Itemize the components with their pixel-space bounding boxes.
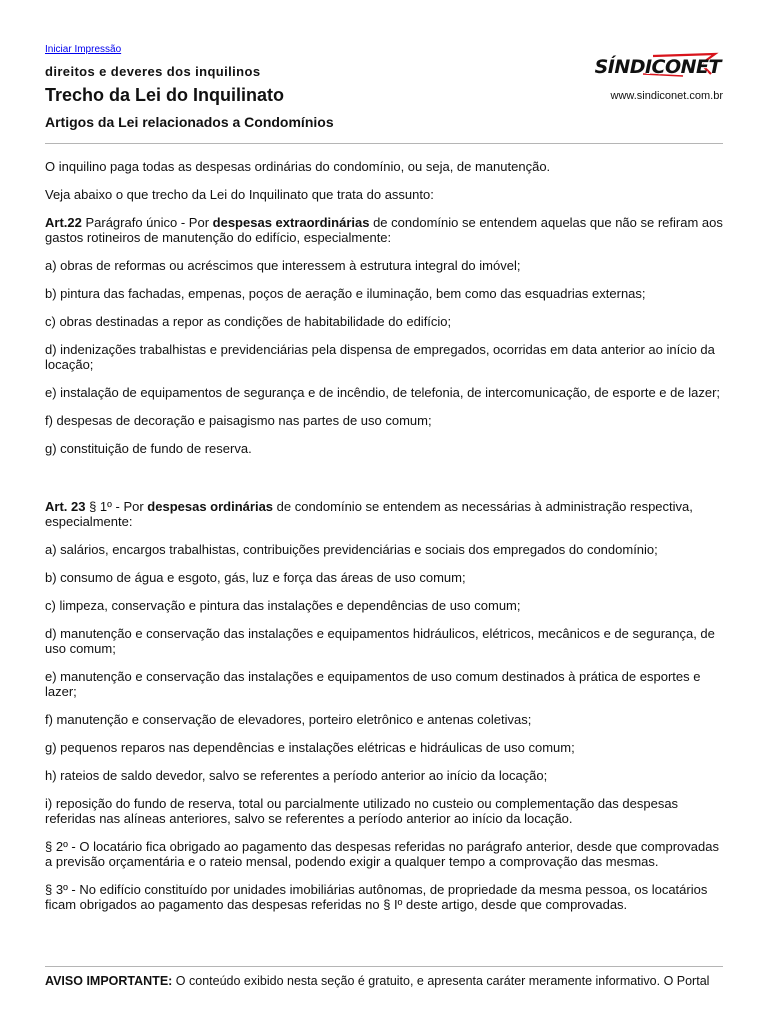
art22-item: e) instalação de equipamentos de segurança e de incêndio, de telefonia, de intercomunicação, de esporte e de lazer;: [45, 385, 721, 400]
art22-item: a) obras de reformas ou acréscimos que interessem à estrutura integral do imóvel;: [45, 258, 521, 273]
art23-lead: § 1º - Por: [85, 499, 148, 514]
section-kicker: direitos e deveres dos inquilinos: [45, 64, 261, 79]
art23-label: Art. 23: [45, 499, 86, 514]
notice-label: AVISO IMPORTANTE:: [45, 974, 173, 988]
art23-item: e) manutenção e conservação das instalações e equipamentos de uso comum destinados à prática de esportes e lazer;: [45, 669, 701, 699]
art22-item: d) indenizações trabalhistas e previdenciárias pela dispensa de empregados, ocorridas em data anterior ao início da locação;: [45, 342, 715, 372]
art23-item: d) manutenção e conservação das instalações e equipamentos hidráulicos, elétricos, mecânicos e de segurança, de uso comum;: [45, 626, 715, 656]
art22-rest: de condomínio se entendem aquelas que não se refiram aos gastos rotineiros de manutenção do edifício, especialmente:: [45, 215, 723, 245]
art23-keyword: despesas ordinárias: [147, 499, 274, 514]
art23-item: c) limpeza, conservação e pintura das instalações e dependências de uso comum;: [45, 598, 521, 613]
art22-item: f) despesas de decoração e paisagismo nas partes de uso comum;: [45, 413, 432, 428]
art22-item: b) pintura das fachadas, empenas, poços de aeração e iluminação, bem como das esquadrias externas;: [45, 286, 646, 301]
art22-keyword: despesas extraordinárias: [212, 215, 370, 230]
art23-item: f) manutenção e conservação de elevadores, porteiro eletrônico e antenas coletivas;: [45, 712, 532, 727]
art23-heading: [45, 499, 723, 529]
art22-heading: [45, 215, 723, 245]
art23-item: i) reposição do fundo de reserva, total ou parcialmente utilizado no custeio ou complementação das despesas referidas nas alíneas anteriores, salvo se referentes a período anterior ao início da locação.: [45, 796, 679, 826]
intro-paragraph: O inquilino paga todas as despesas ordinárias do condomínio, ou seja, de manutenção.: [45, 159, 551, 174]
footer-divider: [45, 966, 723, 967]
header-divider: [45, 143, 723, 144]
important-notice: [45, 974, 723, 988]
art22-label: Art.22: [45, 215, 82, 230]
art22-item: c) obras destinadas a repor as condições de habitabilidade do edifício;: [45, 314, 452, 329]
brand-header: [583, 50, 723, 102]
art23-item: a) salários, encargos trabalhistas, contribuições previdenciárias e sociais dos empregados do condomínio;: [45, 542, 658, 557]
art23-item: b) consumo de água e esgoto, gás, luz e força das áreas de uso comum;: [45, 570, 466, 585]
art23-item: g) pequenos reparos nas dependências e instalações elétricas e hidráulicas de uso comum;: [45, 740, 575, 755]
notice-text: O conteúdo exibido nesta seção é gratuito, e apresenta caráter meramente informativo. O Portal: [172, 974, 710, 988]
page-subtitle: Artigos da Lei relacionados a Condomínios: [45, 114, 334, 130]
print-link[interactable]: Iniciar Impressão: [45, 44, 122, 55]
intro-paragraph: Veja abaixo o que trecho da Lei do Inquilinato que trata do assunto:: [45, 187, 434, 202]
page-title: Trecho da Lei do Inquilinato: [45, 85, 285, 105]
article-body: [45, 159, 723, 925]
art22-lead: Parágrafo único - Por: [81, 215, 213, 230]
sindiconet-logo: [583, 50, 723, 82]
logo-wordmark: SÍNDICONET: [594, 56, 721, 78]
art23-paragraph-2: § 2º - O locatário fica obrigado ao pagamento das despesas referidas no parágrafo anterior, desde que comprovadas a previsão orçamentária e o rateio mensal, podendo exigir a qualquer tempo a comprovação das mesmas.: [45, 839, 719, 869]
art23-rest: de condomínio se entendem as necessárias à administração respectiva, especialmente:: [45, 499, 693, 529]
art23-item: h) rateios de saldo devedor, salvo se referentes a período anterior ao início da locação;: [45, 768, 548, 783]
site-url: www.sindiconet.com.br: [610, 90, 723, 102]
art23-paragraph-3: § 3º - No edifício constituído por unidades imobiliárias autônomas, de propriedade da mesma pessoa, os locatários ficam obrigados ao pagamento das despesas referidas no § Iº deste artigo, desde que comprovadas.: [45, 882, 708, 912]
art22-item: g) constituição de fundo de reserva.: [45, 441, 252, 456]
